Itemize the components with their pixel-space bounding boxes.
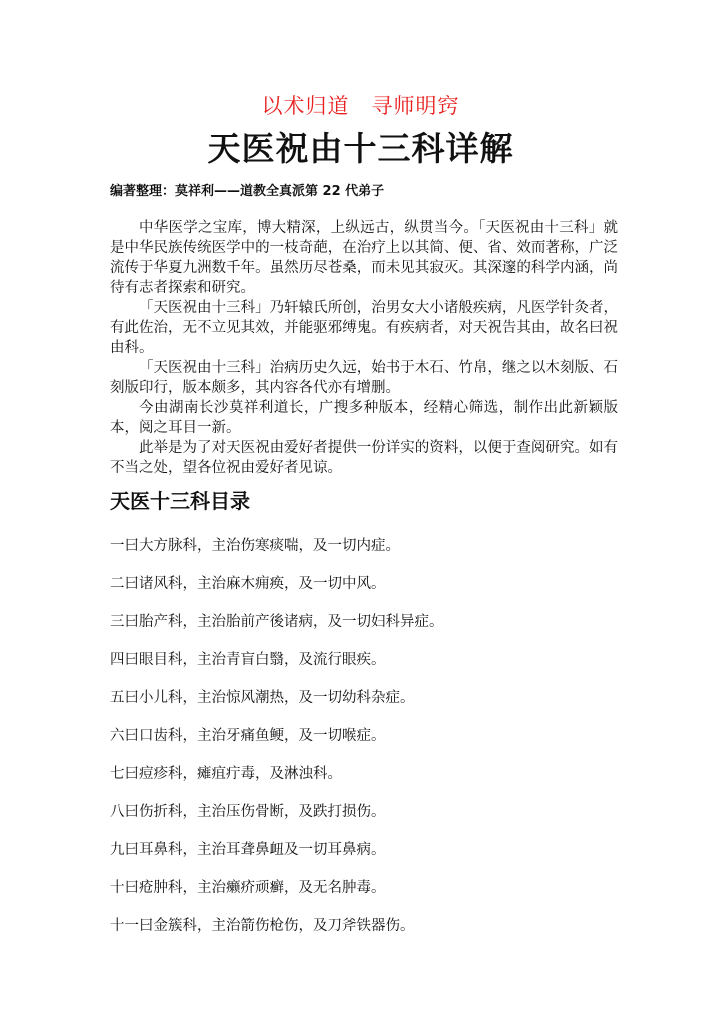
intro-section (110, 218, 618, 478)
catalog-item: 九曰耳鼻科，主治耳聋鼻衄及一切耳鼻病。 (110, 842, 386, 858)
intro-paragraph: 此举是为了对天医祝由爱好者提供一份详实的资料，以便于查阅研究。如有不当之处，望各位祝由爱好者见谅。 (110, 440, 618, 476)
catalog-item: 二曰诸风科，主治麻木痈痪，及一切中风。 (110, 576, 386, 592)
catalog-item: 七曰痘疹科，瘫疽疔毒，及淋浊科。 (110, 766, 342, 782)
catalog-item: 三曰胎产科，主治胎前产後诸病，及一切妇科异症。 (110, 614, 444, 630)
document-title: 天医祝由十三科详解 (207, 129, 514, 168)
intro-paragraph: 「天医祝由十三科」乃轩辕氏所创，治男女大小诸般疾病，凡医学针灸者，有此佐治，无不立见其效，并能驱邪缚鬼。有疾病者，对天祝告其由，故名曰祝由科。 (110, 300, 618, 356)
editor-credit: 编著整理：莫祥利——道教全真派第 22 代弟子 (110, 184, 385, 199)
catalog-list (110, 535, 630, 953)
catalog-item: 五曰小儿科，主治惊风潮热，及一切幼科杂症。 (110, 690, 415, 706)
intro-paragraph: 今由湖南长沙莫祥利道长，广搜多种版本，经精心筛选，制作出此新颖版本，阅之耳目一新。 (110, 400, 618, 436)
motto-heading: 以术归道 寻师明窍 (261, 94, 460, 118)
catalog-item: 十一曰金簇科，主治箭伤枪伤，及刀斧铁器伤。 (110, 918, 415, 934)
catalog-item: 四曰眼目科，主治青盲白翳，及流行眼疾。 (110, 652, 386, 668)
catalog-item: 六曰口齿科，主治牙痛鱼鲠，及一切喉症。 (110, 728, 386, 744)
catalog-item: 十曰疮肿科，主治癞疥顽癣，及无名肿毒。 (110, 880, 386, 896)
catalog-item: 一曰大方脉科，主治伤寒痰喘，及一切内症。 (110, 538, 400, 554)
intro-paragraph: 中华医学之宝库，博大精深，上纵远古，纵贯当今。「天医祝由十三科」就是中华民族传统医学中的一枝奇葩，在治疗上以其简、便、省、效而著称，广泛流传于华夏九洲数千年。虽然历尽苍桑，而未见其寂灭。其深邃的科学内涵，尚待有志者探索和研究。 (110, 220, 618, 296)
catalog-item: 八曰伤折科，主治压伤骨断，及跌打损伤。 (110, 804, 386, 820)
catalog-heading: 天医十三科目录 (110, 489, 250, 513)
intro-paragraph: 「天医祝由十三科」治病历史久远，始书于木石、竹帛，继之以木刻版、石刻版印行，版本颇多，其内容各代亦有增删。 (110, 360, 618, 396)
